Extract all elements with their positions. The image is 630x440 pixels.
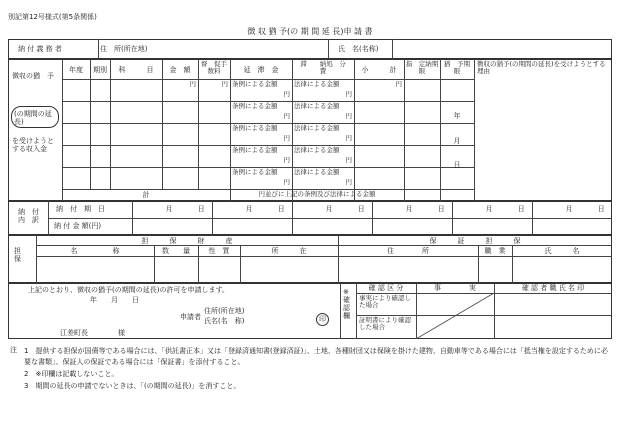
payment-month: 月 [325,205,333,213]
col-period: 猶 予期 限 [444,60,477,76]
col-item: 科 目 [118,66,154,74]
yen-unit: 円 [345,156,352,164]
yen-unit: 円 [395,80,402,88]
payment-divider [532,201,533,235]
col-due: 滞 納処 分 費 [300,60,353,76]
yen-unit: 円 [345,134,352,142]
payment-month: 月 [565,205,573,213]
guarantor-header: 保 証 担 保 [429,237,521,245]
law-amount: 法律による金額 [294,168,340,176]
sec-quantity: 数 量 [162,247,190,255]
sec-person-name: 氏 名 [544,247,580,255]
ordinance-amount: 条例による金額 [232,124,278,132]
sec-location: 所 在 [271,247,307,255]
note-2: 2 ※印欄は記載しないこと。 [24,370,119,378]
payment-divider [372,201,373,235]
col-subtotal: 小 計 [361,66,397,74]
declaration-date: 年 月 日 [90,296,139,304]
sec-address: 住 所 [387,247,429,255]
payment-divider [212,201,213,235]
notes-prefix: 注 [10,346,17,354]
applicant-name: 氏名(名 称) [204,317,245,325]
yen-unit: 円 [189,80,196,88]
strike-out-line [416,293,494,339]
period-year: 年 [453,112,461,120]
confirmation-row1: 事実により確認した場合 [359,294,411,310]
left-label-top: 徴収の猶 予 [12,72,54,80]
law-amount: 法律による金額 [294,80,340,88]
payment-date-label: 納 付 期 日 [56,205,105,213]
yen-unit: 円 [283,134,290,142]
payment-day: 日 [517,205,525,213]
yen-unit: 円 [283,112,290,120]
payment-month: 月 [405,205,413,213]
declaration-statement: 上記のとおり、徴収の猶予(の期間の延長)の許可を申請します。 [28,286,229,294]
ordinance-amount: 条例による金額 [232,80,278,88]
confirmation-fact: 事 実 [434,284,476,292]
note-1: 1 提供する担保が国債等である場合には、「供託書正本」又は「登録済通知書(登録済証)」、土地、各種財団又は保険を掛けた建物、自動車等である場合には「抵当権を設定するために必要な書類」、保証人の保証である場合には「保証書」を添付すること。 [24,347,608,366]
period-day: 日 [453,161,461,169]
payment-divider [292,201,293,235]
law-amount: 法律による金額 [294,102,340,110]
col-amount: 金 額 [169,66,191,74]
payment-side-label: 納 付内 訳 [18,208,39,225]
yen-unit: 円 [283,178,290,186]
page-title: 徴 収 猶 予(の 期 間 延 長)申 請 書 [247,27,373,36]
total-note: 円並びに上記の条例及び法律による金額 [258,190,376,198]
applicant-address: 住所(所在地) [204,307,245,315]
honorific: 様 [118,329,125,337]
payment-day: 日 [437,205,445,213]
sec-occupation: 職 業 [484,247,506,255]
yen-unit: 円 [345,178,352,186]
col-late: 延 滞 金 [243,66,279,74]
form-number: 別記第12号様式(第5条関係) [8,13,97,21]
property-header: 担 保 財 産 [141,237,233,245]
payment-amount-label: 納 付 金 額(円) [54,222,102,230]
payment-day: 日 [357,205,365,213]
payment-month: 月 [485,205,493,213]
law-amount: 法律による金額 [294,146,340,154]
ordinance-amount: 条例による金額 [232,146,278,154]
confirmation-category: 確 認 区 分 [368,284,404,292]
seal-mark: 印 [316,313,329,326]
payment-day: 日 [597,205,605,213]
col-year: 年度 [69,66,83,74]
col-term: 期別 [93,66,107,74]
total-label: 計 [142,191,150,199]
col-fee: 督 促手数料 [201,60,227,76]
address-field[interactable] [165,41,325,57]
ordinance-amount: 条例による金額 [232,102,278,110]
note-3: 3 期間の延長の申請でないときは、「(の期間の延長)」を消すこと。 [24,382,241,390]
left-label-period: (の期間の延長) [14,110,52,127]
sec-nature: 性 質 [208,247,230,255]
period-month: 月 [453,137,461,145]
yen-unit: 円 [283,156,290,164]
col-deadline: 指 定納期限 [405,60,439,76]
left-label-bottom: を受けようとする収入金 [12,137,54,154]
yen-unit: 円 [345,90,352,98]
confirmation-confirmer: 確 認 者 職 氏 名 印 [521,284,585,292]
ordinance-amount: 条例による金額 [232,168,278,176]
yen-unit: 円 [283,90,290,98]
sec-name: 名 称 [70,247,120,255]
yen-unit: 円 [221,80,228,88]
recipient: 江差町長 [60,329,88,337]
applicant-label: 申請者 [180,313,201,321]
yen-unit: 円 [345,112,352,120]
payment-month: 月 [165,205,173,213]
payment-day: 日 [277,205,285,213]
confirmation-row2: 証明書により確認した場合 [359,316,411,332]
address-label: 住 所(所在地) [100,45,148,53]
payment-divider [452,201,453,235]
payer-label: 納 付 義 務 者 [18,45,62,53]
payment-month: 月 [245,205,253,213]
confirmation-side-label: ※確認欄 [343,288,350,321]
law-amount: 法律による金額 [294,124,340,132]
security-side-label: 担 保 [14,247,28,264]
name-label: 氏 名(名称) [338,45,379,53]
payment-day: 日 [197,205,205,213]
name-field[interactable] [394,41,610,57]
col-reason: 徴収の猶予(の期間の延長)を受けようとする理由 [477,60,606,76]
